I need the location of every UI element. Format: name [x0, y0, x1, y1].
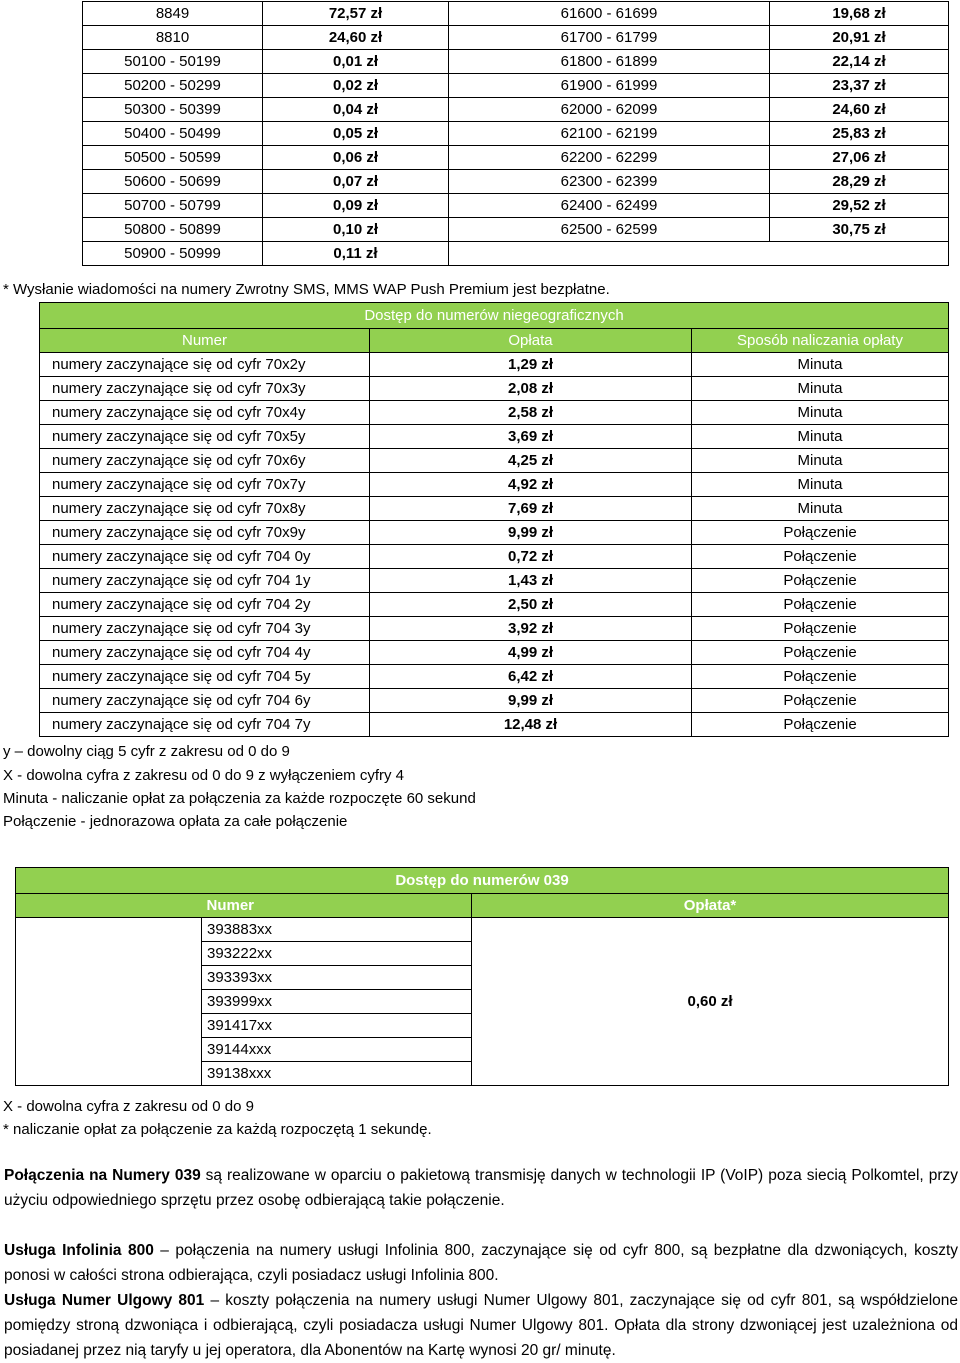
table-row — [40, 473, 949, 497]
number-prefix: numery zaczynające się od cyfr 704 2y — [40, 593, 370, 617]
price: 12,48 zł — [370, 713, 692, 737]
number-prefix: numery zaczynające się od cyfr 70x4y — [40, 401, 370, 425]
number-prefix: numery zaczynające się od cyfr 704 4y — [40, 641, 370, 665]
paragraph-800-bold: Usługa Infolinia 800 — [4, 1242, 154, 1259]
premium-footnote: * Wysłanie wiadomości na numery Zwrotny SMS, MMS WAP Push Premium jest bezpłatne. — [3, 281, 610, 298]
column-header: Numer — [40, 329, 370, 353]
paragraph-800 — [4, 1238, 958, 1288]
price: 2,50 zł — [370, 593, 692, 617]
table-row — [40, 665, 949, 689]
table-row — [40, 617, 949, 641]
numbers-039-table — [15, 867, 949, 1086]
table-row — [40, 497, 949, 521]
table-title-row — [40, 303, 949, 329]
legend-x: X - dowolna cyfra z zakresu od 0 do 9 z wyłączeniem cyfry 4 — [3, 767, 405, 784]
legend-minuta: Minuta - naliczanie opłat za połączenia za każde rozpoczęte 60 sekund — [3, 790, 476, 807]
empty-cell — [449, 242, 949, 266]
number-range: 50200 - 50299 — [83, 74, 263, 98]
number-prefix: numery zaczynające się od cyfr 704 5y — [40, 665, 370, 689]
price: 0,10 zł — [263, 218, 449, 242]
number-prefix: numery zaczynające się od cyfr 70x8y — [40, 497, 370, 521]
number-prefix: numery zaczynające się od cyfr 704 1y — [40, 569, 370, 593]
charging-method: Połączenie — [692, 569, 949, 593]
table-row — [83, 170, 949, 194]
number-prefix: numery zaczynające się od cyfr 70x3y — [40, 377, 370, 401]
number-prefix: numery zaczynające się od cyfr 70x6y — [40, 449, 370, 473]
number-prefix: numery zaczynające się od cyfr 704 3y — [40, 617, 370, 641]
price: 0,06 zł — [263, 146, 449, 170]
premium-rates-table — [82, 1, 949, 266]
paragraph-800-text: – połączenia na numery usługi Infolinia 800, zaczynające się od cyfr 800, są bezpłatne dla dzwoniących, koszty ponosi w całości strona odbierająca, czyli posiadacz usługi Infolinia 800. — [4, 1242, 958, 1284]
number-column-spacer — [16, 918, 202, 1086]
table-header-row — [16, 894, 949, 918]
table-row — [83, 146, 949, 170]
number-prefix: numery zaczynające się od cyfr 704 7y — [40, 713, 370, 737]
table-title-row — [16, 868, 949, 894]
charging-method: Połączenie — [692, 545, 949, 569]
price: 9,99 zł — [370, 521, 692, 545]
paragraph-801-text: – koszty połączenia na numery usługi Numer Ulgowy 801, zaczynające się od cyfr 801, są współdzielone pomiędzy stroną dzwoniąca i odbierającą, czyli posiadacza usługi Numer Ulgowy 801. Opłata dla strony dzwoniącej jest uzależniona od posiadanej przez nią taryfy u jej operatora, dla Abonentów na Kartę wynosi 20 gr/ minutę. — [4, 1292, 958, 1359]
number-range: 50500 - 50599 — [83, 146, 263, 170]
table-row — [83, 218, 949, 242]
number-pattern: 393393xx — [202, 966, 472, 990]
table-row — [40, 449, 949, 473]
numbers-039-body — [16, 868, 949, 1086]
price: 72,57 zł — [263, 2, 449, 26]
price: 2,08 zł — [370, 377, 692, 401]
number-pattern: 393883xx — [202, 918, 472, 942]
paragraph-801 — [4, 1288, 958, 1363]
table-row — [40, 569, 949, 593]
number-range: 62200 - 62299 — [449, 146, 770, 170]
price: 25,83 zł — [770, 122, 949, 146]
charging-method: Minuta — [692, 353, 949, 377]
table-row — [83, 50, 949, 74]
table-row — [40, 641, 949, 665]
paragraph-801-bold: Usługa Numer Ulgowy 801 — [4, 1292, 205, 1309]
column-header: Opłata — [370, 329, 692, 353]
price: 23,37 zł — [770, 74, 949, 98]
price: 2,58 zł — [370, 401, 692, 425]
price: 0,05 zł — [263, 122, 449, 146]
table-row — [40, 521, 949, 545]
table-row — [40, 401, 949, 425]
table-row — [16, 918, 949, 942]
price: 22,14 zł — [770, 50, 949, 74]
charging-method: Połączenie — [692, 713, 949, 737]
number-range: 8849 — [83, 2, 263, 26]
table-row — [40, 689, 949, 713]
table-row — [40, 425, 949, 449]
charging-method: Minuta — [692, 401, 949, 425]
table-row — [40, 353, 949, 377]
price: 7,69 zł — [370, 497, 692, 521]
table-row — [83, 74, 949, 98]
table-title: Dostęp do numerów niegeograficznych — [40, 303, 949, 329]
charging-method: Połączenie — [692, 689, 949, 713]
table-row — [83, 242, 949, 266]
price: 0,72 zł — [370, 545, 692, 569]
number-range: 61900 - 61999 — [449, 74, 770, 98]
column-header: Numer — [202, 894, 472, 918]
price: 1,29 zł — [370, 353, 692, 377]
price: 20,91 zł — [770, 26, 949, 50]
charging-method: Minuta — [692, 449, 949, 473]
number-prefix: numery zaczynające się od cyfr 70x5y — [40, 425, 370, 449]
charging-method: Połączenie — [692, 593, 949, 617]
charging-method: Minuta — [692, 473, 949, 497]
table-header-row — [40, 329, 949, 353]
price: 6,42 zł — [370, 665, 692, 689]
price: 9,99 zł — [370, 689, 692, 713]
number-pattern: 39144xxx — [202, 1038, 472, 1062]
number-range: 8810 — [83, 26, 263, 50]
number-pattern: 391417xx — [202, 1014, 472, 1038]
price: 0,60 zł — [472, 918, 949, 1086]
number-range: 50700 - 50799 — [83, 194, 263, 218]
column-header: Sposób naliczania opłaty — [692, 329, 949, 353]
table-row — [83, 194, 949, 218]
price: 0,09 zł — [263, 194, 449, 218]
number-pattern: 39138xxx — [202, 1062, 472, 1086]
table-row — [83, 122, 949, 146]
number-prefix: numery zaczynające się od cyfr 70x7y — [40, 473, 370, 497]
number-prefix: numery zaczynające się od cyfr 704 0y — [40, 545, 370, 569]
price: 24,60 zł — [263, 26, 449, 50]
table-row — [40, 377, 949, 401]
column-header: Opłata* — [472, 894, 949, 918]
number-prefix: numery zaczynające się od cyfr 704 6y — [40, 689, 370, 713]
price: 4,25 zł — [370, 449, 692, 473]
price: 3,92 zł — [370, 617, 692, 641]
non-geographic-body — [40, 303, 949, 737]
number-range: 50900 - 50999 — [83, 242, 263, 266]
table-row — [83, 98, 949, 122]
table-row — [40, 593, 949, 617]
charging-method: Minuta — [692, 497, 949, 521]
number-range: 61600 - 61699 — [449, 2, 770, 26]
number-range: 61800 - 61899 — [449, 50, 770, 74]
price: 29,52 zł — [770, 194, 949, 218]
price: 1,43 zł — [370, 569, 692, 593]
number-range: 50800 - 50899 — [83, 218, 263, 242]
charging-method: Minuta — [692, 377, 949, 401]
price: 27,06 zł — [770, 146, 949, 170]
price: 0,07 zł — [263, 170, 449, 194]
legend-x-039: X - dowolna cyfra z zakresu od 0 do 9 — [3, 1098, 254, 1115]
number-range: 62400 - 62499 — [449, 194, 770, 218]
price: 24,60 zł — [770, 98, 949, 122]
paragraph-039-bold: Połączenia na Numery 039 — [4, 1167, 201, 1184]
charging-method: Połączenie — [692, 617, 949, 641]
number-range: 62300 - 62399 — [449, 170, 770, 194]
charging-method: Połączenie — [692, 665, 949, 689]
table-title: Dostęp do numerów 039 — [16, 868, 949, 894]
table-row — [83, 2, 949, 26]
number-range: 61700 - 61799 — [449, 26, 770, 50]
price: 30,75 zł — [770, 218, 949, 242]
number-range: 62100 - 62199 — [449, 122, 770, 146]
paragraph-039 — [4, 1163, 958, 1213]
number-range: 62500 - 62599 — [449, 218, 770, 242]
legend-polaczenie: Połączenie - jednorazowa opłata za całe połączenie — [3, 813, 348, 830]
price: 0,01 zł — [263, 50, 449, 74]
number-range: 50100 - 50199 — [83, 50, 263, 74]
price: 0,11 zł — [263, 242, 449, 266]
table-row — [40, 545, 949, 569]
number-pattern: 393999xx — [202, 990, 472, 1014]
number-prefix: numery zaczynające się od cyfr 70x9y — [40, 521, 370, 545]
header-spacer — [16, 894, 202, 918]
price: 0,02 zł — [263, 74, 449, 98]
number-prefix: numery zaczynające się od cyfr 70x2y — [40, 353, 370, 377]
price: 4,92 zł — [370, 473, 692, 497]
premium-rates-body — [83, 2, 949, 266]
number-pattern: 393222xx — [202, 942, 472, 966]
number-range: 62000 - 62099 — [449, 98, 770, 122]
table-row — [83, 26, 949, 50]
paragraph-039-text: są realizowane w oparciu o pakietową transmisję danych w technologii IP (VoIP) poza siecią Polkomtel, przy użyciu odpowiedniego sprzętu przez osobę odbierającą takie połączenie. — [4, 1167, 958, 1209]
charging-method: Połączenie — [692, 521, 949, 545]
price: 0,04 zł — [263, 98, 449, 122]
price: 28,29 zł — [770, 170, 949, 194]
charging-method: Minuta — [692, 425, 949, 449]
non-geographic-table — [39, 302, 949, 737]
charging-method: Połączenie — [692, 641, 949, 665]
price: 4,99 zł — [370, 641, 692, 665]
table-row — [40, 713, 949, 737]
number-range: 50300 - 50399 — [83, 98, 263, 122]
price: 19,68 zł — [770, 2, 949, 26]
legend-y: y – dowolny ciąg 5 cyfr z zakresu od 0 do 9 — [3, 743, 290, 760]
number-range: 50600 - 50699 — [83, 170, 263, 194]
price: 3,69 zł — [370, 425, 692, 449]
number-range: 50400 - 50499 — [83, 122, 263, 146]
legend-billing-039: * naliczanie opłat za połączenie za każdą rozpoczętą 1 sekundę. — [3, 1121, 432, 1138]
